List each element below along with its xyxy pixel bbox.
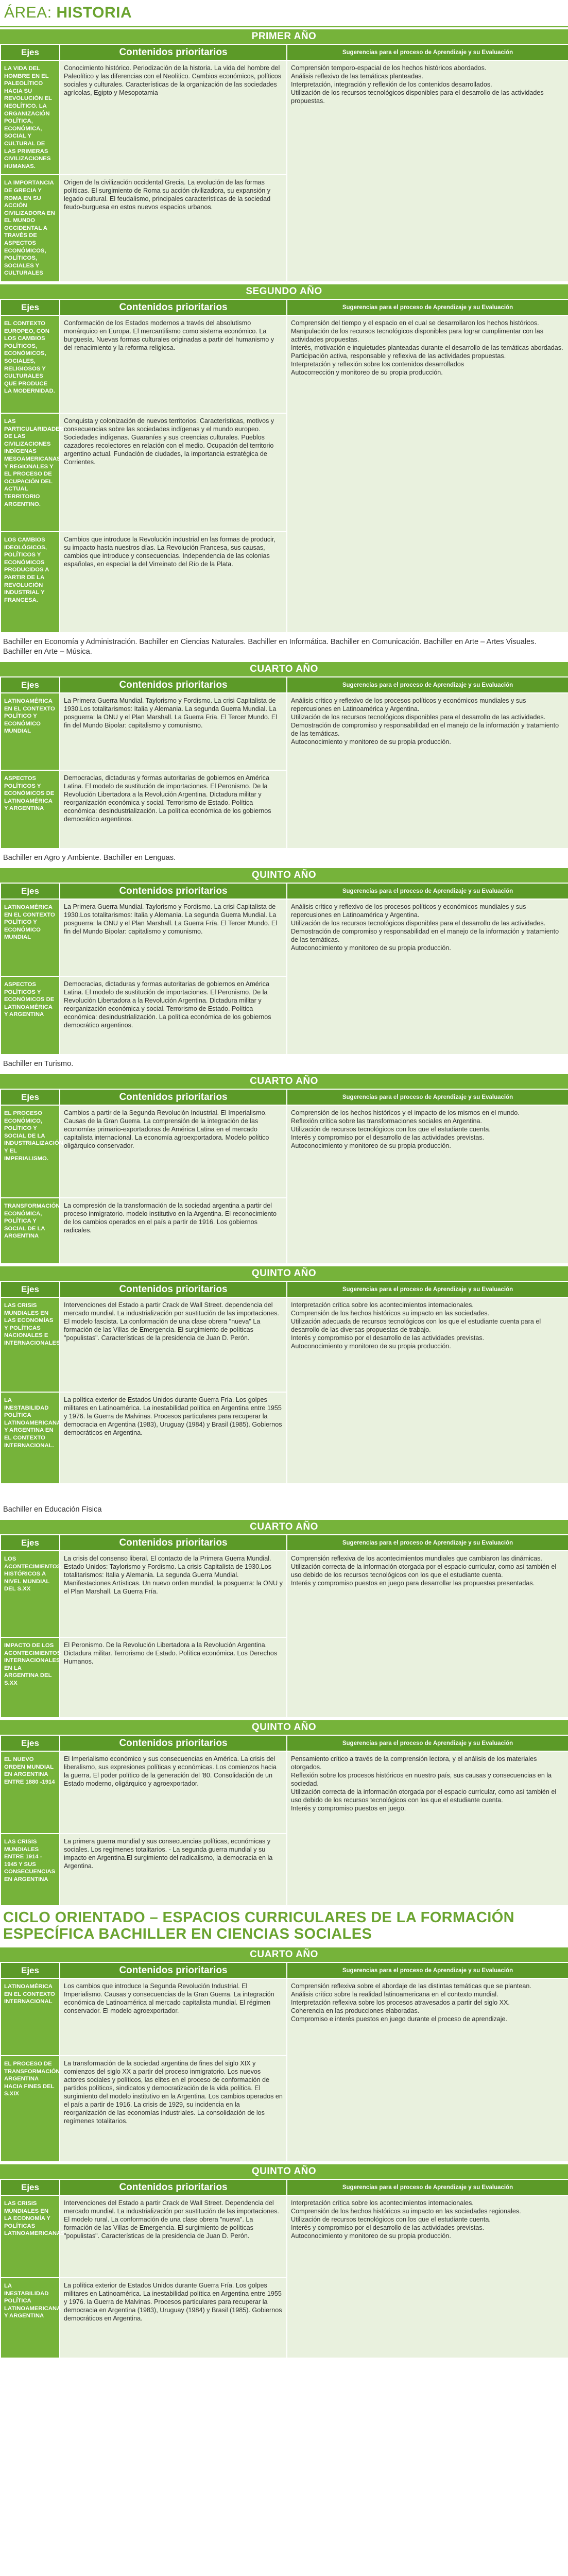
th-sugerencias: Sugerencias para el proceso de Aprendizaje y su Evaluación: [287, 677, 568, 693]
th-sugerencias: Sugerencias para el proceso de Aprendizaje y su Evaluación: [287, 883, 568, 899]
table-quinto-edfisica: [0, 1735, 568, 1906]
th-sugerencias: Sugerencias para el proceso de Aprendizaje y su Evaluación: [287, 299, 568, 315]
th-contenidos: Contenidos prioritarios: [60, 1735, 287, 1751]
sugerencia-cell: Comprensión de los hechos históricos y el impacto de los mismos en el mundo. Reflexión crítica sobre las transformaciones sociales en Argentina. Utilización de recursos tecnológicos con los que el estudiante cuenta. Interés y compromiso por el desarrollo de las actividades previstas. Autoconocimiento y monitoreo de su propia producción.: [287, 1105, 568, 1264]
th-sugerencias: Sugerencias para el proceso de Aprendizaje y su Evaluación: [287, 44, 568, 60]
eje-cell: LA INESTABILIDAD POLÍTICA LATINOAMERICANA Y ARGENTINA EN EL CONTEXTO INTERNACIONAL.: [1, 1392, 60, 1484]
th-ejes: Ejes: [1, 299, 60, 315]
table-cuarto-turismo: [0, 1089, 568, 1264]
sugerencia-cell: Análisis crítico y reflexivo de los procesos políticos y económicos mundiales y sus repercusiones en Latinoamérica y Argentina. Utilización de los recursos tecnológicos disponibles para el desarrollo de las actividades. Demostración de compromiso y responsabilidad en el manejo de la información y tratamiento de las temáticas. Autoconocimiento y monitoreo de su propia producción.: [287, 899, 568, 1055]
th-sugerencias: Sugerencias para el proceso de Aprendizaje y su Evaluación: [287, 1089, 568, 1105]
year-bar-quinto-b2: QUINTO AÑO: [0, 868, 568, 883]
contenido-cell: La Primera Guerra Mundial. Taylorismo y Fordismo. La crisi Capitalista de 1930.Los totalitarismos: Italia y Alemania. La segunda Guerra Mundial. La posguerra: la ONU y el Plan Marshall. La Guerra Fría. El Tercer Mundo. El fin del Mundo Bipolar: capitalismo y comunismo.: [60, 899, 287, 976]
year-bar-cuarto-ciclo: CUARTO AÑO: [0, 1947, 568, 1962]
eje-cell: LA IMPORTANCIA DE GRECIA Y ROMA EN SU ACCIÓN CIVILIZADORA EN EL MUNDO OCCIDENTAL A TRAVÉS DE ASPECTOS ECONÓMICOS, POLÍTICOS, SOCIALES Y CULTURALES: [1, 175, 60, 282]
table-row: [1, 1297, 568, 1392]
year-bar-segundo: SEGUNDO AÑO: [0, 284, 568, 299]
contenido-cell: La primera guerra mundial y sus consecuencias políticas, económicas y sociales. Los regímenes totalitarios. - La segunda guerra mundial y su impacto en Argentina.El surgimiento del radicalismo, la democracia en la Argentina.: [60, 1834, 287, 1906]
contenido-cell: Democracias, dictaduras y formas autoritarias de gobiernos en América Latina. El modelo de sustitución de importaciones. El Peronismo. De la Revolución Libertadora a la Revolución Argentina. Dictadura militar y reorganización económica y social. Terrorismo de Estado. Política económica: desindustrialización. La política económica de los gobiernos democrático argentinos.: [60, 770, 287, 849]
area-name: HISTORIA: [56, 4, 132, 21]
th-ejes: Ejes: [1, 1735, 60, 1751]
contenido-cell: La compresión de la transformación de la sociedad argentina a partir del proceso inmigratorio. modelo institutivo en la Argentina. El reconocimiento de los cambios operados en el país a partir de 1916. Los gobiernos radicales.: [60, 1198, 287, 1264]
table-row: [1, 899, 568, 976]
contenido-cell: El Peronismo. De la Revolución Libertadora a la Revolución Argentina. Dictadura militar. Terrorismo de Estado. Política económica. Los Derechos Humanos.: [60, 1637, 287, 1718]
contenido-cell: La política exterior de Estados Unidos durante Guerra Fría. Los golpes militares en Latinoamérica. La inestabilidad política en Argentina entre 1955 y 1976. la Guerra de Malvinas. Procesos particulares para recuperar la democracia en Argentina (1983), Uruguay (1984) y Brasil (1985). Gobiernos democráticos en Argentina.: [60, 1392, 287, 1484]
eje-cell: EL PROCESO DE TRANSFORMACIÓN ARGENTINA HACIA FINES DEL S.XIX: [1, 2056, 60, 2162]
year-bar-quinto-ciclo: QUINTO AÑO: [0, 2164, 568, 2179]
contenido-cell: Intervenciones del Estado a partir Crack de Wall Street. dependencia del mercado mundial. La industrialización por sustitución de las importaciones. El modelo fascista. La conformación de una clase obrera "nueva" La formación de las Villas de Emergencia. El surgimiento de políticas "populistas". Características de la presidencia de Juan D. Perón.: [60, 1297, 287, 1392]
contenido-cell: La Primera Guerra Mundial. Taylorismo y Fordismo. La crisi Capitalista de 1930.Los totalitarismos: Italia y Alemania. La segunda Guerra Mundial. La posguerra: la ONU y el Plan Marshall. La Guerra Fría. El Tercer Mundo. El fin del Mundo Bipolar: capitalismo y comunismo.: [60, 693, 287, 770]
table-row: [1, 1105, 568, 1198]
table-row: [1, 2195, 568, 2278]
eje-cell: ASPECTOS POLÍTICOS Y ECONÓMICOS DE LATINOAMÉRICA Y ARGENTINA: [1, 770, 60, 849]
contenido-cell: El Imperialismo económico y sus consecuencias en América. La crisis del liberalismo, sus expresiones políticas y económicas. Los comienzos hacia la guerra. El poder político de la generación del '80. Consolidación de un Estado moderno, oligárquico y agroexportador.: [60, 1751, 287, 1834]
eje-cell: EL NUEVO ORDEN MUNDIAL EN ARGENTINA ENTRE 1880 -1914: [1, 1751, 60, 1834]
th-contenidos: Contenidos prioritarios: [60, 44, 287, 60]
sugerencia-cell: Pensamiento crítico a través de la comprensión lectora, y el análisis de los materiales otorgados. Reflexión sobre los procesos históricos en nuestro país, sus causas y consecuencias en la sociedad. Utilización correcta de la información otorgada por el espacio curricular, como así también el uso debido de los recursos tecnológicos con los que el estudiante cuenta. Interés y compromiso puestos en juego.: [287, 1751, 568, 1906]
contenido-cell: Conquista y colonización de nuevos territorios. Características, motivos y consecuencias sobre las sociedades indígenas y el mundo europeo. Sociedades indígenas. Guaraníes y sus creencias culturales. Pueblos cazadores recolectores en relación con el medio. Ocupación del territorio argentino actual. Fundación de ciudades, la importancia estratégica de Corrientes.: [60, 413, 287, 532]
th-contenidos: Contenidos prioritarios: [60, 299, 287, 315]
th-contenidos: Contenidos prioritarios: [60, 1535, 287, 1551]
contenido-cell: La transformación de la sociedad argentina de fines del siglo XIX y comienzos del siglo XX a partir del proceso inmigratorio. Los nuevos actores sociales y políticos, las elites en el proceso de conformación de partidos políticos, sindicatos y democratización de la vida política. El surgimiento del modelo institutivo en la Argentina. Los cambios operados en el país a partir de 1916. La crisis de 1929, su incidencia en la reorganización de las economías industriales. La consolidación de los regímenes totalitarios.: [60, 2056, 287, 2162]
th-ejes: Ejes: [1, 677, 60, 693]
year-bar-cuarto-b1: CUARTO AÑO: [0, 662, 568, 676]
sugerencia-cell: Comprensión temporo-espacial de los hechos históricos abordados. Análisis reflexivo de las temáticas planteadas. Interpretación, integración y reflexión de los contenidos desarrollados. Utilización de los recursos tecnológicos disponibles para el desarrollo de las actividades propuestas.: [287, 60, 568, 282]
area-prefix: ÁREA:: [4, 4, 52, 21]
table-quinto-turismo: [0, 1281, 568, 1484]
th-ejes: Ejes: [1, 883, 60, 899]
ciclo-orientado-title: CICLO ORIENTADO – ESPACIOS CURRICULARES DE LA FORMACIÓN ESPECÍFICA BACHILLER EN CIENCIAS SOCIALES: [3, 1909, 514, 1943]
th-ejes: Ejes: [1, 2179, 60, 2195]
th-sugerencias: Sugerencias para el proceso de Aprendizaje y su Evaluación: [287, 2179, 568, 2195]
eje-cell: LAS CRISIS MUNDIALES ENTRE 1914 - 1945 Y SUS CONSECUENCIAS EN ARGENTINA: [1, 1834, 60, 1906]
bachiller-turismo-intro: Bachiller en Turismo.: [3, 1060, 74, 1069]
eje-cell: LATINOAMÉRICA EN EL CONTEXTO POLÍTICO Y ECONÓMICO MUNDIAL: [1, 899, 60, 976]
year-bar-cuarto-edfisica: CUARTO AÑO: [0, 1520, 568, 1534]
eje-cell: TRANSFORMACIÓN ECONÓMICA, POLÍTICA Y SOCIAL DE LA ARGENTINA: [1, 1198, 60, 1264]
contenido-cell: Conformación de los Estados modernos a través del absolutismo monárquico en Europa. El mercantilismo como sistema económico. La burguesía. Nuevas formas culturales originadas a partir del humanismo y del renacimiento y la reforma religiosa.: [60, 315, 287, 413]
table-quinto-ciclo: [0, 2179, 568, 2359]
th-sugerencias: Sugerencias para el proceso de Aprendizaje y su Evaluación: [287, 1535, 568, 1551]
year-bar-primer: PRIMER AÑO: [0, 29, 568, 44]
eje-cell: IMPACTO DE LOS ACONTECIMIENTOS INTERNACIONALES EN LA ARGENTINA DEL S.XX: [1, 1637, 60, 1718]
th-contenidos: Contenidos prioritarios: [60, 883, 287, 899]
th-sugerencias: Sugerencias para el proceso de Aprendizaje y su Evaluación: [287, 1281, 568, 1297]
table-row: [1, 1751, 568, 1834]
eje-cell: LAS CRISIS MUNDIALES EN LA ECONOMÍA Y POLÍTICAS LATINOAMERICANAS: [1, 2195, 60, 2278]
th-ejes: Ejes: [1, 1962, 60, 1978]
table-segundo: [0, 299, 568, 633]
th-ejes: Ejes: [1, 1089, 60, 1105]
table-primer: [0, 44, 568, 282]
contenido-cell: Conocimiento histórico. Periodización de la historia. La vida del hombre del Paleolítico y las diferencias con el Neolítico. Cambios económicos, políticos sociales y culturales. Características de la organización de las sociedades agrícolas, Egipto y Mesopotamia: [60, 60, 287, 175]
sugerencia-cell: Comprensión del tiempo y el espacio en el cual se desarrollaron los hechos históricos. Manipulación de los recursos tecnológicos disponibles para lograr cumplimentar con las actividades propuestas. Interés, motivación e inquietudes planteadas durante el desarrollo de las temáticas abordadas. Participación activa, responsable y reflexiva de las actividades propuestas. Interpretación y reflexión sobre los contenidos desarrollados Autocorrección y monitoreo de su propia producción.: [287, 315, 568, 633]
contenido-cell: Democracias, dictaduras y formas autoritarias de gobiernos en América Latina. El modelo de sustitución de importaciones. El Peronismo. De la Revolución Libertadora a la Revolución Argentina. Dictadura militar y reorganización económica y social. Terrorismo de Estado. Política económica: desindustrialización. La política económica de los gobiernos democrático argentinos.: [60, 976, 287, 1055]
eje-cell: LATINOAMÉRICA EN EL CONTEXTO POLÍTICO Y ECONÓMICO MUNDIAL: [1, 693, 60, 770]
th-ejes: Ejes: [1, 1535, 60, 1551]
table-row: [1, 1978, 568, 2056]
th-contenidos: Contenidos prioritarios: [60, 677, 287, 693]
th-ejes: Ejes: [1, 44, 60, 60]
contenido-cell: Intervenciones del Estado a partir Crack de Wall Street. Dependencia del mercado mundial. La industrialización por sustitución de las importaciones. El modelo rural. La conformación de una clase obrera "nueva". La formación de las Villas de Emergencia. El surgimiento de políticas "populistas". Características de la presidencia de Juan D. Perón.: [60, 2195, 287, 2278]
eje-cell: EL PROCESO ECONÓMICO, POLÍTICO Y SOCIAL DE LA INDUSTRIALIZACIÓN Y EL IMPERIALISMO.: [1, 1105, 60, 1198]
th-contenidos: Contenidos prioritarios: [60, 1089, 287, 1105]
table-cuarto-edfisica: [0, 1534, 568, 1718]
year-bar-quinto-edfisica: QUINTO AÑO: [0, 1720, 568, 1735]
th-contenidos: Contenidos prioritarios: [60, 2179, 287, 2195]
th-sugerencias: Sugerencias para el proceso de Aprendizaje y su Evaluación: [287, 1962, 568, 1978]
table-row: [1, 60, 568, 175]
sugerencia-cell: Interpretación crítica sobre los acontecimientos internacionales. Comprensión de los hechos históricos su impacto en las sociedades. Utilización adecuada de recursos tecnológicos con los que el estudiante cuenta para el desarrollo de las diversas propuestas de trabajo. Interés y compromiso por el desarrollo de las actividades previstas. Autoconocimiento y monitoreo de su propia producción.: [287, 1297, 568, 1484]
sugerencia-cell: Interpretación crítica sobre los acontecimientos internacionales. Comprensión de los hechos históricos su impacto en las sociedades regionales. Utilización de recursos tecnológicos con los que el estudiante cuenta. Interés y compromiso por el desarrollo de las actividades previstas. Autoconocimiento y monitoreo de su propia producción.: [287, 2195, 568, 2358]
contenido-cell: Origen de la civilización occidental Grecia. La evolución de las formas políticas. El surgimiento de Roma su acción civilizadora, su expansión y legado cultural. El feudalismo, principales características de la sociedad feudo-burguesa en estos nuevos espacios urbanos.: [60, 175, 287, 282]
th-contenidos: Contenidos prioritarios: [60, 1962, 287, 1978]
year-bar-quinto-turismo: QUINTO AÑO: [0, 1266, 568, 1281]
sugerencia-cell: Análisis crítico y reflexivo de los procesos políticos y económicos mundiales y sus repercusiones en Latinoamérica y Argentina. Utilización de los recursos tecnológicos disponibles para el desarrollo de las actividades. Demostración de compromiso y responsabilidad en el manejo de la información y tratamiento de las temáticas. Autoconocimiento y monitoreo de su propia producción.: [287, 693, 568, 849]
contenido-cell: La política exterior de Estados Unidos durante Guerra Fría. Los golpes militares en Latinoamérica. La inestabilidad política en Argentina entre 1955 y 1976. la Guerra de Malvinas. Procesos particulares para recuperar la democracia en Argentina (1983), Uruguay (1984) y Brasil (1985). Gobiernos democráticos en Argentina.: [60, 2278, 287, 2358]
contenido-cell: La crisis del consenso liberal. El contacto de la Primera Guerra Mundial. Estado Unidos: Taylorismo y Fordismo. La crisis Capitalista de 1930.Los totalitarismos: Italia y Alemania. La segunda Guerra Mundial. Manifestaciones Artísticas. Un nuevo orden mundial, la posguerra: la ONU y el Plan Marshall. La Guerra Fría.: [60, 1551, 287, 1637]
table-quinto-b2: [0, 883, 568, 1055]
th-ejes: Ejes: [1, 1281, 60, 1297]
contenido-cell: Los cambios que introduce la Segunda Revolución Industrial. El Imperialismo. Causas y consecuencias de la Gran Guerra. La integración económica de Latinoamérica al mercado capitalista mundial. El régimen conservador. El modelo agroexportador.: [60, 1978, 287, 2056]
year-bar-cuarto-turismo: CUARTO AÑO: [0, 1074, 568, 1089]
eje-cell: LOS ACONTECIMIENTOS HISTÓRICOS A NIVEL MUNDIAL DEL S.XX: [1, 1551, 60, 1637]
sugerencia-cell: Comprensión reflexiva sobre el abordaje de las distintas temáticas que se plantean. Análisis crítico sobre la realidad latinoamericana en el contexto mundial. Interpretación reflexiva sobre los procesos atravesados a partir del siglo XX. Coherencia en las producciones elaboradas. Compromiso e interés puestos en juego durante el proceso de aprendizaje.: [287, 1978, 568, 2162]
eje-cell: ASPECTOS POLÍTICOS Y ECONÓMICOS DE LATINOAMÉRICA Y ARGENTINA: [1, 976, 60, 1055]
th-contenidos: Contenidos prioritarios: [60, 1281, 287, 1297]
eje-cell: LAS PARTICULARIDADES DE LAS CIVILIZACIONES INDÍGENAS MESOAMERICANAS Y REGIONALES Y EL PROCESO DE OCUPACIÓN DEL ACTUAL TERRITORIO ARGENTINO.: [1, 413, 60, 532]
th-sugerencias: Sugerencias para el proceso de Aprendizaje y su Evaluación: [287, 1735, 568, 1751]
eje-cell: LA INESTABILIDAD POLÍTICA LATINOAMERICANA Y ARGENTINA: [1, 2278, 60, 2358]
table-cuarto-ciclo: [0, 1962, 568, 2162]
contenido-cell: Cambios que introduce la Revolución industrial en las formas de producir, su impacto hasta nuestros días. La Revolución Francesa, sus causas, cambios que introduce y consecuencias. Independencia de las colonias españolas, en especial la del Virreinato del Río de la Plata.: [60, 532, 287, 633]
bachiller-edfisica-intro: Bachiller en Educación Física: [3, 1505, 102, 1514]
sugerencia-cell: Comprensión reflexiva de los acontecimientos mundiales que cambiaron las dinámicas. Utilización correcta de la información otorgada por el espacio curricular, como así también el uso debido de los recursos tecnológicos con los que el estudiante cuenta. Interés y compromiso puestos en juego para desarrollar las propuestas presentadas.: [287, 1551, 568, 1718]
contenido-cell: Cambios a partir de la Segunda Revolución Industrial. El Imperialismo. Causas de la Gran Guerra. La comprensión de la integración de las economías primario-exportadoras de América Latina en el mercado capitalista internacional. La economía agroexportadora. Modelo político oligárquico conservador.: [60, 1105, 287, 1198]
table-row: [1, 315, 568, 413]
eje-cell: LAS CRISIS MUNDIALES EN LAS ECONOMÍAS Y POLÍTICAS NACIONALES E INTERNACIONALES: [1, 1297, 60, 1392]
eje-cell: LATINOAMÉRICA EN EL CONTEXTO INTERNACIONAL: [1, 1978, 60, 2056]
eje-cell: LOS CAMBIOS IDEOLÓGICOS, POLÍTICOS Y ECONÓMICOS PRODUCIDOS A PARTIR DE LA REVOLUCIÓN INDUSTRIAL Y FRANCESA.: [1, 532, 60, 633]
bachiller-2-intro: Bachiller en Agro y Ambiente. Bachiller en Lenguas.: [3, 854, 176, 862]
area-title: [0, 0, 568, 27]
bachiller-1-intro: Bachiller en Economía y Administración. Bachiller en Ciencias Naturales. Bachiller en Informática. Bachiller en Comunicación. Bachiller en Arte – Artes Visuales. Bachiller en Arte – Música.: [3, 638, 537, 656]
eje-cell: EL CONTEXTO EUROPEO, CON LOS CAMBIOS POLÍTICOS, ECONÓMICOS, SOCIALES, RELIGIOSOS Y CULTURALES QUE PRODUCE LA MODERNIDAD.: [1, 315, 60, 413]
eje-cell: LA VIDA DEL HOMBRE EN EL PALEOLÍTICO HACIA SU REVOLUCIÓN EL NEOLÍTICO. LA ORGANIZACIÓN POLÍTICA, ECONÓMICA, SOCIAL Y CULTURAL DE LAS PRIMERAS CIVILIZACIONES HUMANAS.: [1, 60, 60, 175]
table-cuarto-b1: [0, 676, 568, 849]
table-row: [1, 693, 568, 770]
table-row: [1, 1551, 568, 1637]
